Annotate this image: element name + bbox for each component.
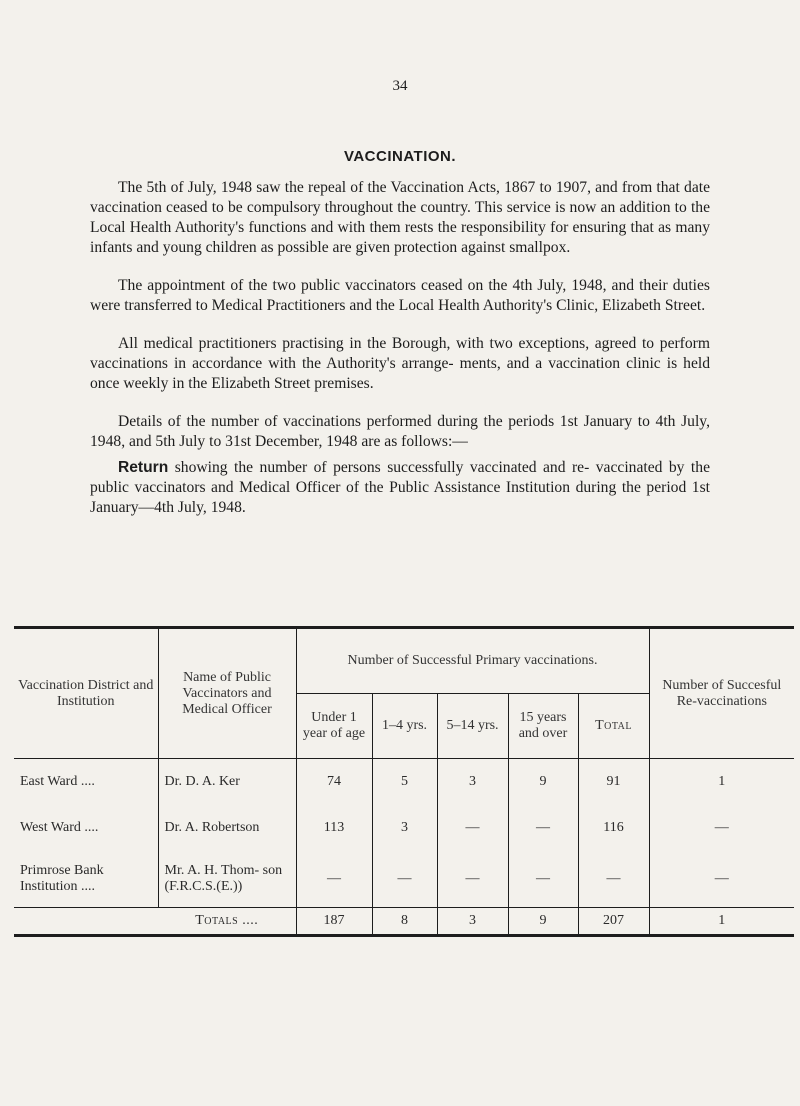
cell-age-5-14: —	[437, 805, 508, 851]
table-row	[14, 759, 794, 806]
cell-blank	[14, 908, 158, 936]
paragraph-details: Details of the number of vaccinations performed during the periods 1st January to 4th July, 1948, and 5th July to 31st December, 1948 are as follows:—	[90, 413, 710, 450]
cell-age-15-over: —	[508, 851, 578, 908]
cell-total: 116	[578, 805, 649, 851]
body-text	[90, 178, 710, 536]
header-district: Vaccination District and Institution	[14, 628, 158, 759]
cell-under-1: 74	[296, 759, 372, 806]
totals-total: 207	[578, 908, 649, 936]
cell-age-15-over: —	[508, 805, 578, 851]
cell-revaccinations: 1	[718, 774, 726, 789]
header-age-15-over: 15 years and over	[508, 694, 578, 759]
cell-total: —	[578, 851, 649, 908]
paragraph-practitioners: All medical practitioners practising in the Borough, with two exceptions, agreed to perform vaccinations in accordance with the Authority's arrange- ments, and a vaccination clinic is held once weekly in the Elizabeth Street premises.	[90, 335, 710, 392]
cell-age-1-4: 5	[372, 759, 437, 806]
cell-age-15-over: 9	[508, 759, 578, 806]
cell-total: 91	[578, 759, 649, 806]
totals-age-5-14: 3	[437, 908, 508, 936]
totals-row	[14, 908, 794, 936]
header-total: Total	[578, 694, 649, 759]
header-age-1-4: 1–4 yrs.	[372, 694, 437, 759]
paragraph-return	[90, 458, 710, 518]
paragraph-repeal: The 5th of July, 1948 saw the repeal of the Vaccination Acts, 1867 to 1907, and from that date vaccination ceased to be compulsory throughout the country. This service is now an addition to the Local Health Authority's functions and with them rests the responsibility for ensuring that as many infants and young children as possible are given protection against smallpox.	[90, 179, 710, 256]
cell-district: East Ward ....	[14, 759, 158, 806]
table-row	[14, 851, 794, 908]
header-under-1: Under 1 year of age	[296, 694, 372, 759]
section-heading: VACCINATION.	[343, 148, 457, 165]
cell-under-1: —	[296, 851, 372, 908]
totals-label: Totals ....	[158, 908, 296, 936]
cell-district: West Ward ....	[14, 805, 158, 851]
cell-revaccinations: —	[714, 820, 729, 835]
table-row	[14, 805, 794, 851]
cell-revaccinations: —	[714, 871, 729, 886]
cell-age-1-4: —	[372, 851, 437, 908]
vaccination-table	[14, 626, 794, 937]
cell-district: Primrose Bank Institution ....	[14, 851, 158, 908]
return-lead: Return	[118, 459, 169, 476]
totals-under-1: 187	[296, 908, 372, 936]
paragraph-appointment: The appointment of the two public vaccinators ceased on the 4th July, 1948, and their duties were transferred to Medical Practitioners and the Local Health Authority's Clinic, Elizabeth Street.	[90, 277, 710, 314]
return-text: showing the number of persons successfully vaccinated and re- vaccinated by the public vaccinators and Medical Officer of the Public Assistance Institution during the period 1st January—4th July, 1948.	[90, 459, 710, 516]
totals-age-15-over: 9	[508, 908, 578, 936]
header-age-5-14: 5–14 yrs.	[437, 694, 508, 759]
totals-revaccinations: 1	[649, 908, 794, 936]
cell-vaccinator: Dr. A. Robertson	[158, 805, 296, 851]
header-revaccinations: Number of Succesful Re-vaccinations	[649, 628, 794, 759]
cell-age-1-4: 3	[372, 805, 437, 851]
totals-age-1-4: 8	[372, 908, 437, 936]
page-number: 34	[392, 78, 408, 94]
cell-under-1: 113	[296, 805, 372, 851]
cell-age-5-14: 3	[437, 759, 508, 806]
cell-vaccinator: Dr. D. A. Ker	[158, 759, 296, 806]
header-vaccinator: Name of Public Vaccinators and Medical Officer	[158, 628, 296, 759]
cell-vaccinator: Mr. A. H. Thom- son (F.R.C.S.(E.))	[158, 851, 296, 908]
header-primary-group: Number of Successful Primary vaccinations.	[296, 628, 649, 694]
cell-age-5-14: —	[437, 851, 508, 908]
